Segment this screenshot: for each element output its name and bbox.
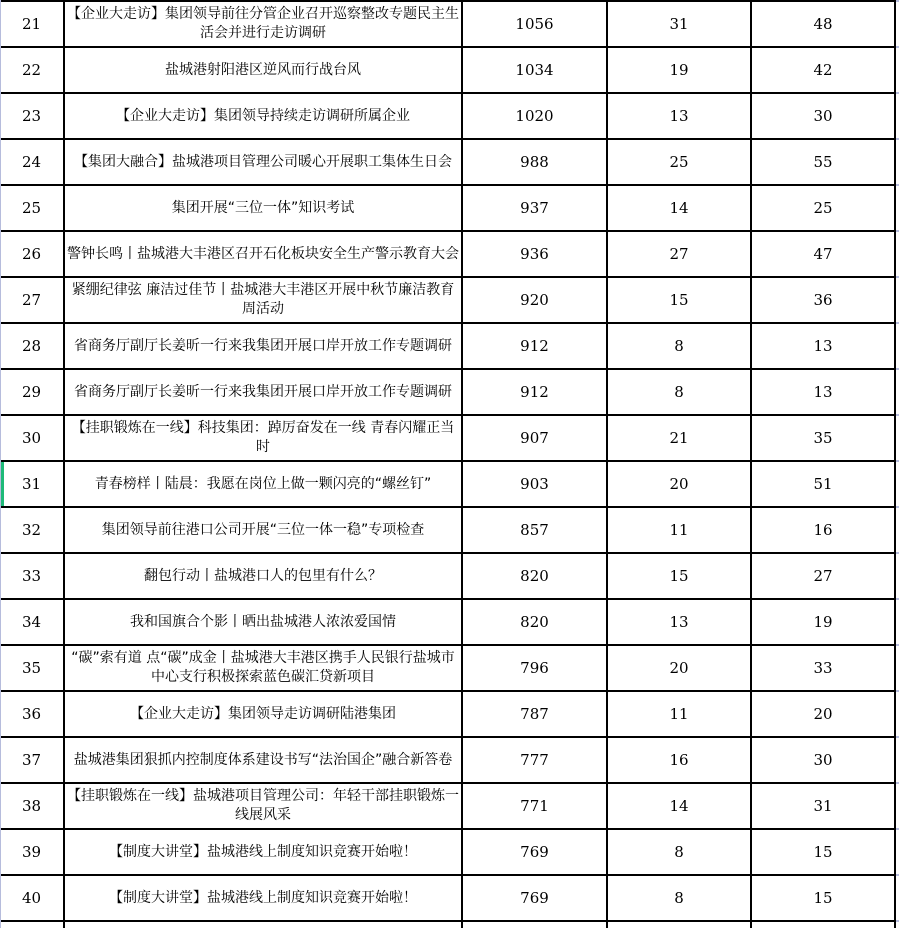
metric-3-value: 13	[813, 383, 833, 401]
row-number-cell[interactable]	[0, 1, 64, 47]
metric-1-cell[interactable]	[462, 93, 607, 139]
metric-2-cell[interactable]	[607, 277, 751, 323]
metric-3-value: 55	[813, 153, 833, 171]
metric-3-value: 35	[813, 429, 833, 447]
metric-2-cell[interactable]	[607, 415, 751, 461]
metric-1-value: 936	[520, 245, 549, 263]
metric-3-value: 31	[813, 797, 833, 815]
row-number: 25	[21, 199, 42, 217]
row-number-cell[interactable]	[0, 553, 64, 599]
row-number: 35	[21, 659, 42, 677]
metric-1-value: 1020	[515, 107, 554, 125]
article-title: 【企业大走访】集团领导走访调研陆港集团	[130, 705, 396, 722]
metric-2-value: 19	[669, 61, 689, 79]
metric-3-value: 20	[813, 705, 833, 723]
table-row	[0, 47, 895, 93]
metric-2-value: 13	[669, 613, 689, 631]
article-title: 【集团大融合】盐城港项目管理公司暖心开展职工集体生日会	[74, 153, 452, 170]
row-number: 28	[21, 337, 42, 355]
metric-1-cell[interactable]	[462, 323, 607, 369]
article-title: 省商务厅副厅长姜昕一行来我集团开展口岸开放工作专题调研	[74, 383, 452, 400]
row-number: 36	[21, 705, 42, 723]
metric-1-value: 820	[520, 613, 549, 631]
row-number-cell[interactable]	[0, 599, 64, 645]
title-cell[interactable]	[64, 369, 462, 415]
metric-3-value: 36	[813, 291, 833, 309]
metric-3-cell[interactable]	[751, 553, 895, 599]
title-cell[interactable]	[64, 461, 462, 507]
metric-3-cell[interactable]	[751, 415, 895, 461]
row-number-cell[interactable]	[0, 415, 64, 461]
metric-1-cell[interactable]	[462, 783, 607, 829]
row-number: 40	[21, 889, 42, 907]
metric-2-value: 14	[669, 797, 689, 815]
metric-2-cell[interactable]	[607, 599, 751, 645]
table-row	[0, 231, 895, 277]
metric-2-cell[interactable]	[607, 461, 751, 507]
metric-1-value: 796	[520, 659, 549, 677]
metric-1-value: 777	[520, 751, 549, 769]
row-number: 22	[21, 61, 42, 79]
metric-3-value: 47	[813, 245, 833, 263]
row-number-cell[interactable]	[0, 277, 64, 323]
table-row	[0, 737, 895, 783]
row-number-cell[interactable]	[0, 461, 64, 507]
metric-2-cell[interactable]	[607, 553, 751, 599]
table-row	[0, 93, 895, 139]
metric-1-value: 1034	[515, 61, 554, 79]
metric-2-value: 8	[674, 889, 684, 907]
metric-2-cell[interactable]	[607, 231, 751, 277]
table-row	[0, 1, 895, 47]
metric-2-cell[interactable]	[607, 783, 751, 829]
row-number: 39	[21, 843, 42, 861]
metric-2-cell[interactable]	[607, 507, 751, 553]
row-number: 31	[21, 475, 42, 493]
metric-1-cell[interactable]	[462, 461, 607, 507]
metric-3-cell[interactable]	[751, 139, 895, 185]
metric-2-value: 8	[674, 337, 684, 355]
metric-1-cell[interactable]	[462, 645, 607, 691]
metric-1-value: 769	[520, 889, 549, 907]
table-row	[0, 507, 895, 553]
table-row	[0, 691, 895, 737]
title-cell[interactable]	[64, 277, 462, 323]
metric-1-cell[interactable]	[462, 139, 607, 185]
metric-2-cell[interactable]	[607, 369, 751, 415]
title-cell[interactable]	[64, 139, 462, 185]
metric-2-value: 25	[669, 153, 689, 171]
article-title: 警钟长鸣丨盐城港大丰港区召开石化板块安全生产警示教育大会	[67, 245, 459, 262]
article-title: 省商务厅副厅长姜昕一行来我集团开展口岸开放工作专题调研	[74, 337, 452, 354]
row-number-cell[interactable]	[0, 645, 64, 691]
metric-1-cell[interactable]	[462, 737, 607, 783]
metric-2-value: 20	[669, 659, 689, 677]
row-number: 23	[21, 107, 42, 125]
metric-2-cell[interactable]	[607, 185, 751, 231]
metric-1-cell[interactable]	[462, 415, 607, 461]
title-cell[interactable]	[64, 185, 462, 231]
title-cell[interactable]	[64, 783, 462, 829]
sheet-gridline-left	[0, 0, 1, 928]
metric-1-cell[interactable]	[462, 553, 607, 599]
article-title: 【挂职锻炼在一线】盐城港项目管理公司：年轻干部挂职锻炼一线展风采	[67, 788, 459, 823]
article-title: 【制度大讲堂】盐城港线上制度知识竞赛开始啦！	[109, 889, 417, 906]
metric-1-value: 920	[520, 291, 549, 309]
metric-3-value: 13	[813, 337, 833, 355]
metric-2-cell[interactable]	[607, 323, 751, 369]
row-number: 32	[21, 521, 42, 539]
metric-1-value: 771	[520, 797, 549, 815]
article-title: 翻包行动丨盐城港口人的包里有什么？	[144, 567, 382, 584]
table-row	[0, 185, 895, 231]
row-number: 21	[21, 15, 42, 33]
row-number: 26	[21, 245, 42, 263]
title-cell[interactable]	[64, 645, 462, 691]
table-row	[0, 323, 895, 369]
metric-3-value: 30	[813, 751, 833, 769]
table-row	[0, 553, 895, 599]
metric-3-value: 15	[813, 889, 833, 907]
metric-2-cell[interactable]	[607, 921, 751, 928]
metric-1-cell[interactable]	[462, 185, 607, 231]
metric-1-value: 857	[520, 521, 549, 539]
table-row	[0, 277, 895, 323]
metric-3-value: 51	[813, 475, 833, 493]
row-number: 30	[21, 429, 42, 447]
metric-2-value: 15	[669, 567, 689, 585]
title-cell[interactable]	[64, 553, 462, 599]
metric-1-value: 1056	[515, 15, 554, 33]
metric-3-cell[interactable]	[751, 599, 895, 645]
metric-2-value: 8	[674, 843, 684, 861]
row-number-cell[interactable]	[0, 47, 64, 93]
metric-1-value: 769	[520, 843, 549, 861]
table-row	[0, 783, 895, 829]
article-title: 【企业大走访】集团领导前往分管企业召开巡察整改专题民主生活会并进行走访调研	[67, 6, 459, 41]
metric-3-cell[interactable]	[751, 645, 895, 691]
metric-2-value: 27	[669, 245, 689, 263]
metric-1-cell[interactable]	[462, 369, 607, 415]
metric-3-cell[interactable]	[751, 875, 895, 921]
row-number: 24	[21, 153, 42, 171]
title-cell[interactable]	[64, 737, 462, 783]
metric-1-cell[interactable]	[462, 1, 607, 47]
metric-3-cell[interactable]	[751, 323, 895, 369]
title-cell[interactable]	[64, 507, 462, 553]
metric-1-value: 937	[520, 199, 549, 217]
table-row	[0, 369, 895, 415]
partial-next-row	[0, 921, 895, 928]
article-title: 盐城港射阳港区逆风而行战台风	[165, 61, 361, 78]
metric-3-value: 42	[813, 61, 833, 79]
article-title: 青春榜样丨陆晨：我愿在岗位上做一颗闪亮的“螺丝钉”	[94, 475, 432, 492]
metric-3-value: 15	[813, 843, 833, 861]
metric-3-value: 25	[813, 199, 833, 217]
metric-2-value: 13	[669, 107, 689, 125]
row-number-cell[interactable]	[0, 875, 64, 921]
title-cell[interactable]	[64, 231, 462, 277]
row-number: 34	[21, 613, 42, 631]
metric-3-cell[interactable]	[751, 783, 895, 829]
row-number: 38	[21, 797, 42, 815]
metric-3-cell[interactable]	[751, 277, 895, 323]
metric-1-cell[interactable]	[462, 875, 607, 921]
metric-2-cell[interactable]	[607, 691, 751, 737]
metric-3-cell[interactable]	[751, 1, 895, 47]
article-title: 【企业大走访】集团领导持续走访调研所属企业	[116, 107, 410, 124]
article-title: 紧绷纪律弦 廉洁过佳节丨盐城港大丰港区开展中秋节廉洁教育周活动	[71, 282, 455, 317]
metric-1-cell[interactable]	[462, 829, 607, 875]
row-number-cell[interactable]	[0, 323, 64, 369]
title-cell[interactable]	[64, 323, 462, 369]
row-number-cell[interactable]	[0, 139, 64, 185]
article-title: “碳”索有道 点“碳”成金丨盐城港大丰港区携手人民银行盐城市中心支行积极探索蓝色碳汇贷新项目	[71, 650, 455, 685]
metric-2-cell[interactable]	[607, 93, 751, 139]
article-title: 【制度大讲堂】盐城港线上制度知识竞赛开始啦！	[109, 843, 417, 860]
metric-3-cell[interactable]	[751, 921, 895, 928]
title-cell[interactable]	[64, 1, 462, 47]
metric-2-value: 20	[669, 475, 689, 493]
metric-1-value: 912	[520, 383, 549, 401]
row-number-cell[interactable]	[0, 507, 64, 553]
metric-3-value: 48	[813, 15, 833, 33]
row-number: 33	[21, 567, 42, 585]
article-title: 盐城港集团狠抓内控制度体系建设书写“法治国企”融合新答卷	[73, 751, 453, 768]
metric-2-cell[interactable]	[607, 829, 751, 875]
metric-1-cell[interactable]	[462, 921, 607, 928]
metric-3-cell[interactable]	[751, 737, 895, 783]
table-row	[0, 139, 895, 185]
title-cell[interactable]	[64, 47, 462, 93]
metric-1-value: 787	[520, 705, 549, 723]
metric-2-cell[interactable]	[607, 139, 751, 185]
title-cell[interactable]	[64, 415, 462, 461]
table-row	[0, 829, 895, 875]
table-row	[0, 461, 895, 507]
metric-2-value: 15	[669, 291, 689, 309]
metric-2-value: 11	[669, 521, 689, 539]
metric-3-value: 30	[813, 107, 833, 125]
metric-1-cell[interactable]	[462, 231, 607, 277]
title-cell[interactable]	[64, 921, 462, 928]
title-cell[interactable]	[64, 691, 462, 737]
metric-1-value: 988	[520, 153, 549, 171]
metric-2-cell[interactable]	[607, 47, 751, 93]
table-overflow	[0, 921, 895, 928]
metric-2-cell[interactable]	[607, 645, 751, 691]
metric-3-cell[interactable]	[751, 461, 895, 507]
metric-3-cell[interactable]	[751, 369, 895, 415]
metric-1-cell[interactable]	[462, 47, 607, 93]
title-cell[interactable]	[64, 829, 462, 875]
article-title: 【挂职锻炼在一线】科技集团：踔厉奋发在一线 青春闪耀正当时	[71, 420, 455, 455]
metric-3-cell[interactable]	[751, 185, 895, 231]
article-title: 我和国旗合个影丨晒出盐城港人浓浓爱国情	[130, 613, 396, 630]
title-cell[interactable]	[64, 599, 462, 645]
metric-3-value: 19	[813, 613, 833, 631]
metric-3-cell[interactable]	[751, 47, 895, 93]
table-row	[0, 875, 895, 921]
metric-1-value: 820	[520, 567, 549, 585]
metric-3-value: 33	[813, 659, 833, 677]
metric-1-value: 907	[520, 429, 549, 447]
row-number-cell[interactable]	[0, 829, 64, 875]
row-number-cell[interactable]	[0, 737, 64, 783]
row-number-cell[interactable]	[0, 93, 64, 139]
metric-1-cell[interactable]	[462, 599, 607, 645]
row-number-cell[interactable]	[0, 921, 64, 928]
article-title: 集团领导前往港口公司开展“三位一体一稳”专项检查	[101, 521, 425, 538]
title-cell[interactable]	[64, 93, 462, 139]
metric-2-cell[interactable]	[607, 875, 751, 921]
row-number-cell[interactable]	[0, 185, 64, 231]
row-number-cell[interactable]	[0, 691, 64, 737]
table-row	[0, 645, 895, 691]
metric-1-value: 903	[520, 475, 549, 493]
metric-3-cell[interactable]	[751, 829, 895, 875]
metric-1-value: 912	[520, 337, 549, 355]
metric-2-cell[interactable]	[607, 1, 751, 47]
metric-2-value: 16	[669, 751, 689, 769]
metric-3-cell[interactable]	[751, 507, 895, 553]
metric-3-cell[interactable]	[751, 231, 895, 277]
metric-2-value: 8	[674, 383, 684, 401]
metric-3-cell[interactable]	[751, 691, 895, 737]
metric-1-cell[interactable]	[462, 507, 607, 553]
title-cell[interactable]	[64, 875, 462, 921]
metric-3-cell[interactable]	[751, 93, 895, 139]
article-title: 集团开展“三位一体”知识考试	[171, 199, 355, 216]
metric-2-value: 31	[669, 15, 689, 33]
row-number-cell[interactable]	[0, 369, 64, 415]
metric-2-value: 21	[669, 429, 689, 447]
table-row	[0, 599, 895, 645]
metric-1-cell[interactable]	[462, 691, 607, 737]
table-body	[0, 1, 895, 921]
metric-1-cell[interactable]	[462, 277, 607, 323]
metric-2-value: 11	[669, 705, 689, 723]
metric-2-value: 14	[669, 199, 689, 217]
metric-3-value: 16	[813, 521, 833, 539]
metric-3-value: 27	[813, 567, 833, 585]
row-number: 29	[21, 383, 42, 401]
row-number: 37	[21, 751, 42, 769]
row-number-cell[interactable]	[0, 783, 64, 829]
row-number: 27	[21, 291, 42, 309]
table-row	[0, 415, 895, 461]
metric-2-cell[interactable]	[607, 737, 751, 783]
row-number-cell[interactable]	[0, 231, 64, 277]
